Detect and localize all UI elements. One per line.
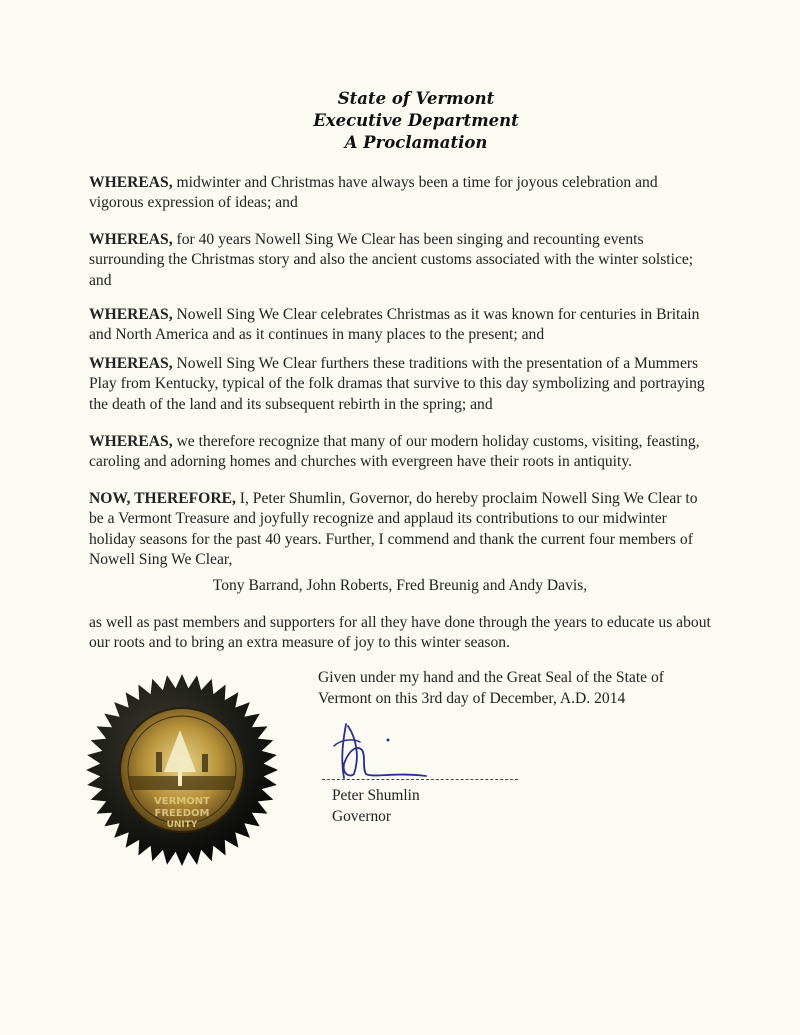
seal-top-text: VERMONT xyxy=(154,796,210,807)
paragraph-lead: WHEREAS, xyxy=(89,306,173,323)
signatory-title: Governor xyxy=(332,808,391,825)
paragraph-text: I, Peter Shumlin, Governor, do hereby proclaim Nowell Sing We Clear to be a Vermont Treasure and joyfully recognize and applaud its contributions to our midwinter holiday seasons for the past 40 years. Further, I commend and thank the current four members of Nowell Sing We Clear, xyxy=(89,490,698,569)
great-seal-of-vermont xyxy=(84,672,280,868)
paragraph-lead: WHEREAS, xyxy=(89,433,173,450)
given-line-1: Given under my hand and the Great Seal of the State of xyxy=(318,669,664,686)
given-line-2: Vermont on this 3rd day of December, A.D. 2014 xyxy=(318,690,626,707)
signatory-name: Peter Shumlin xyxy=(332,787,420,804)
member-names: Tony Barrand, John Roberts, Fred Breunig and Andy Davis, xyxy=(212,577,588,594)
signature-line xyxy=(322,779,518,780)
whereas-paragraph-4 xyxy=(89,354,711,415)
paragraph-lead: WHEREAS, xyxy=(89,231,173,248)
now-therefore-paragraph xyxy=(89,489,711,571)
paragraph-text: Nowell Sing We Clear celebrates Christmas as it was known for centuries in Britain and North America and as it continues in many places to the present; and xyxy=(89,306,700,344)
paragraph-text: we therefore recognize that many of our modern holiday customs, visiting, feasting, caroling and adorning homes and churches with evergreen have their roots in antiquity. xyxy=(89,433,700,471)
whereas-paragraph-5 xyxy=(89,432,711,473)
seal-motto-unity: UNITY xyxy=(166,820,198,830)
paragraph-lead: WHEREAS, xyxy=(89,174,173,191)
given-under-hand xyxy=(318,667,678,709)
paragraph-text: midwinter and Christmas have always been a time for joyous celebration and vigorous expression of ideas; and xyxy=(89,174,658,212)
department-title: Executive Department xyxy=(313,111,519,130)
paragraph-text: for 40 years Nowell Sing We Clear has been singing and recounting events surrounding the Christmas story and also the ancient customs associated with the winter solstice; and xyxy=(89,231,694,289)
proclamation-header xyxy=(0,88,800,154)
whereas-paragraph-1 xyxy=(89,173,711,214)
seal-motto-freedom: FREEDOM xyxy=(154,808,210,819)
state-title: State of Vermont xyxy=(337,89,495,108)
proclamation-title: A Proclamation xyxy=(344,133,488,152)
signatory-block xyxy=(332,785,420,827)
whereas-paragraph-3 xyxy=(89,305,711,346)
paragraph-lead: WHEREAS, xyxy=(89,355,173,372)
paragraph-lead: NOW, THEREFORE, xyxy=(89,490,236,507)
governor-signature xyxy=(326,716,436,784)
whereas-paragraph-2 xyxy=(89,230,711,291)
closing-paragraph: as well as past members and supporters for all they have done through the years to educate us about our roots and to bring an extra measure of joy to this winter season. xyxy=(89,614,711,652)
paragraph-text: Nowell Sing We Clear furthers these traditions with the presentation of a Mummers Play from Kentucky, typical of the folk dramas that survive to this day symbolizing and portraying the death of the land and its subsequent rebirth in the spring; and xyxy=(89,355,705,413)
